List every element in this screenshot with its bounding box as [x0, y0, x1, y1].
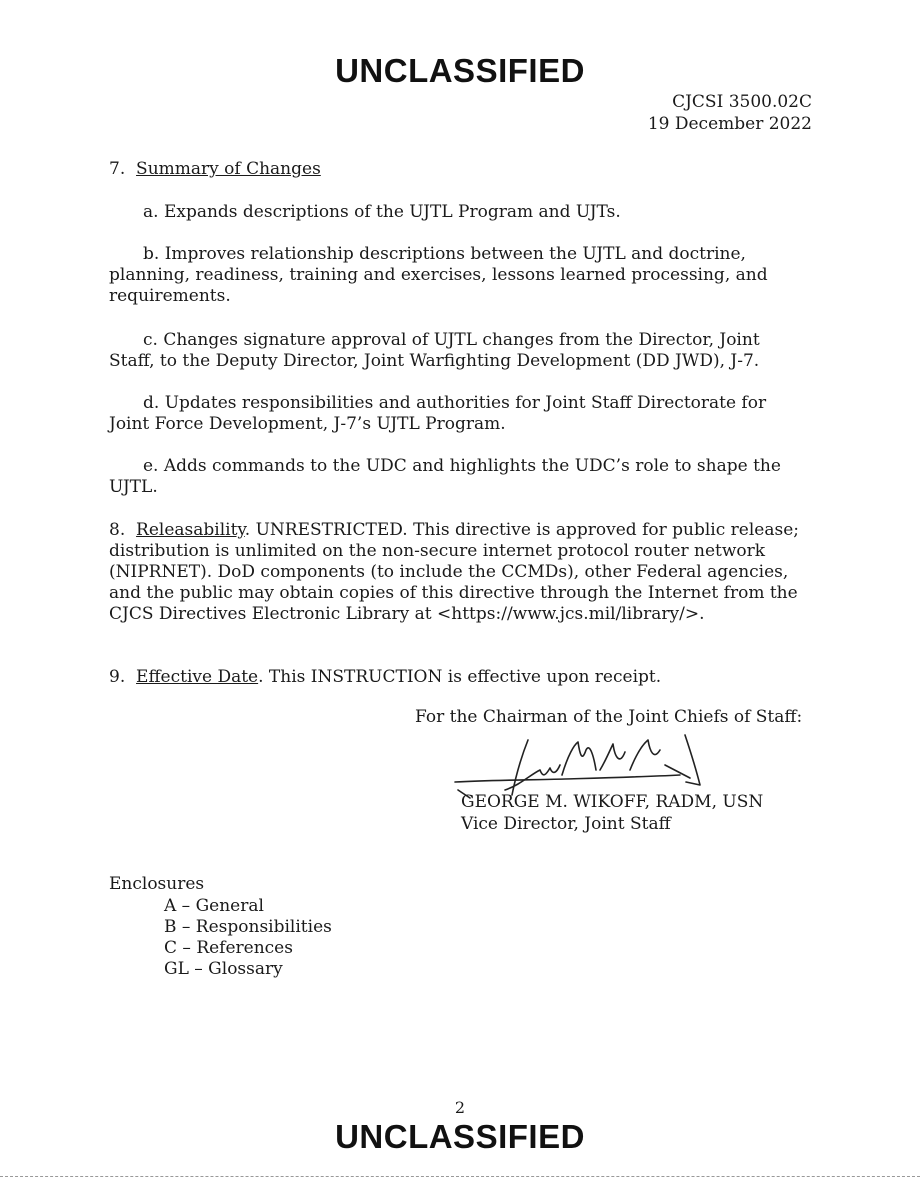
section-8-paragraph [109, 520, 809, 625]
footer-rule [0, 1176, 920, 1177]
section-8-text: . UNRESTRICTED. This directive is approved for public release; distribution is unlimited on the non-secure internet protocol router network (NIPRNET). DoD components (to include the CCMDs), other Federal agencies, and the public may obtain copies of this directive through the Internet from the CJCS Directives Electronic Library at <https://www.jcs.mil/library/>. [109, 520, 799, 624]
section-8-number: 8. [109, 520, 126, 540]
signer-name: GEORGE M. WIKOFF, RADM, USN [461, 792, 764, 812]
section-7-number: 7. [109, 159, 126, 179]
enclosure-item: GL – Glossary [164, 959, 283, 979]
signature-closing: For the Chairman of the Joint Chiefs of Staff: [415, 707, 803, 727]
document-date: 19 December 2022 [647, 114, 812, 134]
section-7-heading [109, 159, 809, 180]
enclosure-item: C – References [164, 938, 293, 958]
section-7-item-d: d. Updates responsibilities and authorities for Joint Staff Directorate for Joint Force Development, J-7’s UJTL Program. [109, 393, 767, 434]
section-7-title: Summary of Changes [136, 159, 321, 179]
enclosures-heading: Enclosures [109, 874, 205, 894]
classification-banner-bottom: UNCLASSIFIED [335, 1118, 585, 1155]
section-7-item-a: a. Expands descriptions of the UJTL Program and UJTs. [143, 202, 621, 222]
section-9-title: Effective Date [136, 667, 259, 687]
section-7-item-b: b. Improves relationship descriptions between the UJTL and doctrine, planning, readiness, training and exercises, lessons learned processing, and requirements. [109, 244, 768, 306]
section-9-text: . This INSTRUCTION is effective upon receipt. [258, 667, 662, 687]
section-9-paragraph [109, 667, 809, 688]
section-9-number: 9. [109, 667, 126, 687]
enclosure-item: B – Responsibilities [164, 917, 332, 937]
section-7-item-e: e. Adds commands to the UDC and highlights the UDC’s role to shape the UJTL. [109, 456, 781, 497]
page-number: 2 [454, 1098, 466, 1117]
document-number: CJCSI 3500.02C [672, 92, 812, 112]
enclosure-item: A – General [164, 896, 264, 916]
signer-title: Vice Director, Joint Staff [461, 814, 671, 834]
section-7-item-c: c. Changes signature approval of UJTL changes from the Director, Joint Staff, to the Deputy Director, Joint Warfighting Development (DD JWD), J-7. [109, 330, 760, 371]
classification-banner-top: UNCLASSIFIED [335, 52, 585, 89]
section-8-title: Releasability [136, 520, 245, 540]
